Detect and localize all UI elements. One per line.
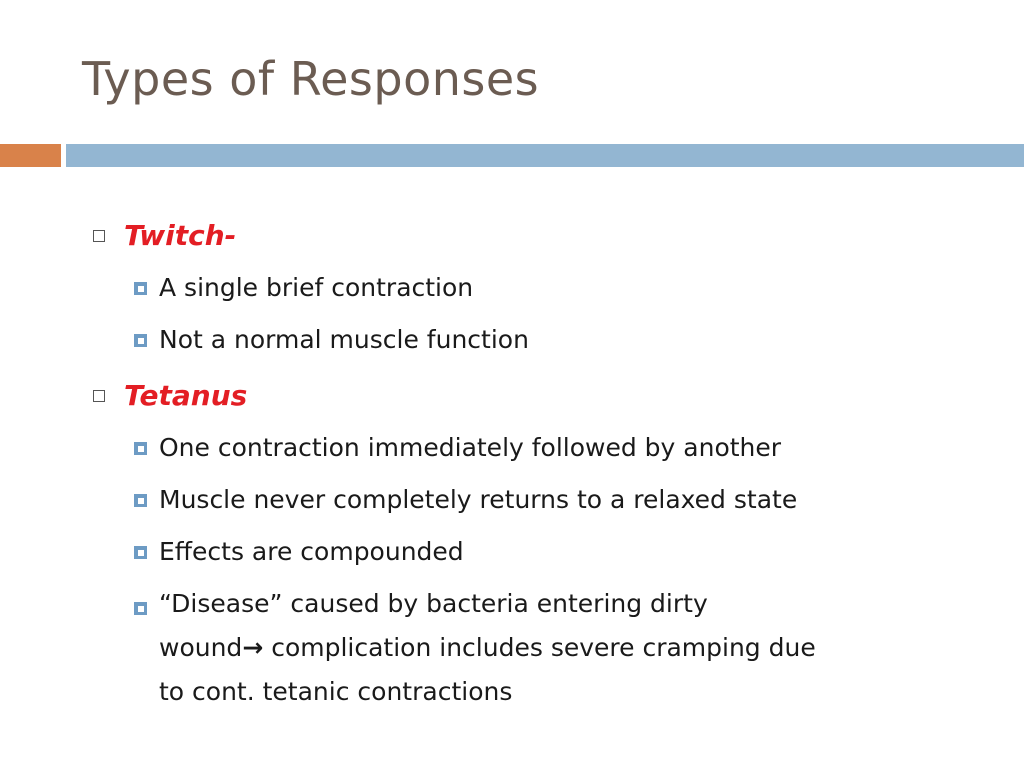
sub-bullet-text: Not a normal muscle function [159,325,529,354]
blue-square-bullet-icon [134,546,147,559]
heading-text: Twitch- [124,219,237,252]
blue-square-bullet-icon [134,602,147,615]
bullet-heading-twitch [88,212,988,260]
bullet-heading-tetanus [88,372,988,420]
hollow-square-icon [93,230,105,242]
right-arrow-icon: → [242,633,264,662]
sub-bullet-text-line2a: wound [159,633,243,662]
sub-bullet-text: One contraction immediately followed by another [159,433,782,462]
sub-bullet [159,474,988,526]
sub-bullet [159,314,988,366]
sub-bullet [159,262,988,314]
sub-bullet [159,422,988,474]
sub-bullet-text-line1: “Disease” caused by bacteria entering dirty [159,589,708,618]
accent-bar-orange [0,144,61,167]
bullet-list [88,212,988,714]
sub-bullet-text-line3: to cont. tetanic contractions [159,677,513,706]
accent-bar-blue [66,144,1024,167]
hollow-square-icon [93,390,105,402]
heading-text: Tetanus [124,379,248,412]
blue-square-bullet-icon [134,282,147,295]
blue-square-bullet-icon [134,334,147,347]
sub-bullet [159,526,988,578]
sub-bullet-text-line2b: complication includes severe cramping due [263,633,816,662]
blue-square-bullet-icon [134,442,147,455]
sub-bullet-text: Muscle never completely returns to a relaxed state [159,485,798,514]
slide-title: Types of Responses [82,52,540,106]
blue-square-bullet-icon [134,494,147,507]
sub-bullet-text: Effects are compounded [159,537,464,566]
sub-bullet-text: A single brief contraction [159,273,474,302]
sub-bullet [159,578,959,714]
